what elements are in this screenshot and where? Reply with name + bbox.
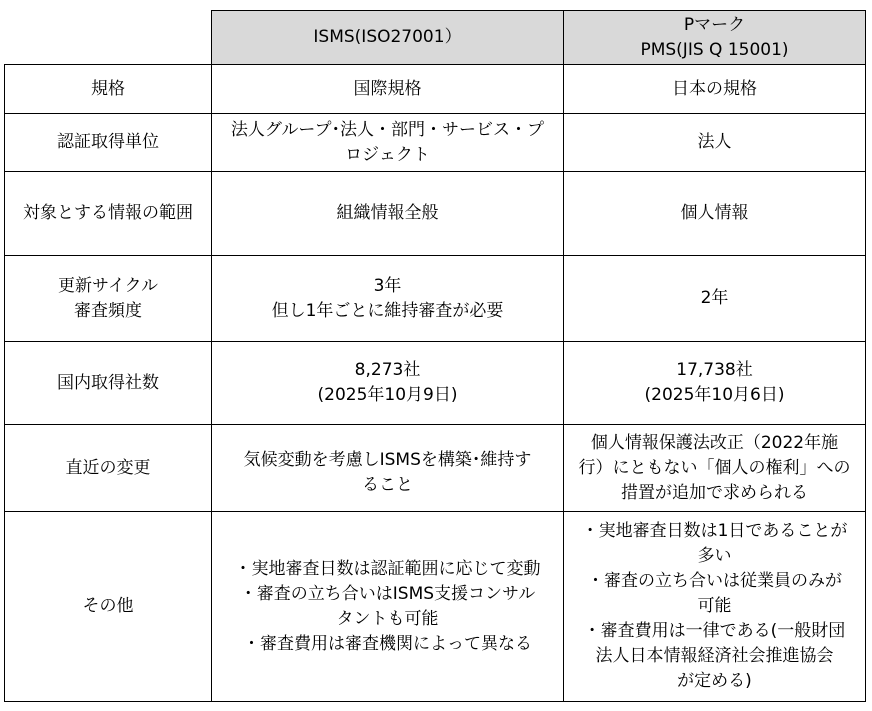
isms-cell-line: ・実地審査日数は認証範囲に応じて変動 — [234, 558, 541, 579]
isms-cell-line: 8,273社 — [354, 360, 421, 380]
pmark-cell: 日本の規格 — [564, 65, 866, 114]
pmark-cell: 法人 — [564, 114, 866, 172]
isms-cell-line: 但し1年ごとに維持審査が必要 — [271, 300, 504, 321]
isms-cell — [212, 342, 564, 425]
header-pmark-line2: PMS(JIS Q 15001) — [640, 39, 789, 60]
pmark-cell-line: 行）にともない「個人の権利」への — [578, 457, 851, 478]
row-label: 国内取得社数 — [5, 342, 212, 425]
isms-cell: 国際規格 — [212, 65, 564, 114]
isms-cell — [212, 512, 564, 702]
pmark-cell-line: ・審査費用は一律である(一般財団 — [583, 621, 846, 641]
isms-cell-line: 法人グループ･法人・部門・サービス・プ — [230, 119, 545, 140]
pmark-cell: 2年 — [564, 256, 866, 342]
row-label: 規格 — [5, 65, 212, 114]
isms-cell — [212, 256, 564, 342]
header-blank-cell — [5, 11, 212, 65]
pmark-cell-line: が定める) — [677, 671, 752, 691]
pmark-cell — [564, 512, 866, 702]
pmark-cell-line: 個人情報保護法改正（2022年施 — [590, 432, 839, 453]
row-label-line: 更新サイクル — [58, 275, 158, 296]
header-isms — [212, 11, 564, 65]
row-label: 対象とする情報の範囲 — [5, 172, 212, 256]
isms-cell-line: ・審査の立ち合いはISMS支援コンサル — [239, 583, 536, 604]
isms-cell-line: (2025年10月9日) — [317, 385, 458, 405]
table-row-cycle — [5, 256, 866, 342]
header-pmark — [564, 11, 866, 65]
header-pmark-line1: Pマーク — [683, 14, 746, 35]
table-row-standard — [5, 65, 866, 114]
isms-cell — [212, 425, 564, 512]
pmark-cell-line: 可能 — [697, 596, 732, 616]
pmark-cell — [564, 425, 866, 512]
table-row-count — [5, 342, 866, 425]
isms-cell-line: ロジェクト — [345, 144, 430, 165]
pmark-cell-line: 措置が追加で求められる — [621, 482, 808, 503]
isms-cell — [212, 114, 564, 172]
row-label: その他 — [5, 512, 212, 702]
header-row — [5, 11, 866, 65]
table-row-unit — [5, 114, 866, 172]
pmark-cell-line: 17,738社 — [676, 360, 753, 380]
isms-cell-line: ・審査費用は審査機関によって異なる — [243, 633, 532, 654]
isms-cell-line: 3年 — [373, 275, 402, 296]
comparison-table — [4, 10, 866, 702]
isms-cell-line: 気候変動を考慮しISMSを構築･維持す — [243, 450, 532, 470]
row-label: 直近の変更 — [5, 425, 212, 512]
table-row-recent-changes — [5, 425, 866, 512]
isms-cell-line: タントも可能 — [336, 608, 439, 629]
row-label-line: 審査頻度 — [74, 300, 142, 321]
pmark-cell-line: ・審査の立ち合いは従業員のみが — [587, 571, 842, 591]
row-label — [5, 256, 212, 342]
row-label: 認証取得単位 — [5, 114, 212, 172]
pmark-cell-line: ・実地審査日数は1日であることが — [581, 521, 848, 541]
pmark-cell — [564, 342, 866, 425]
header-isms-text: ISMS(ISO27001） — [313, 27, 462, 47]
table-row-other — [5, 512, 866, 702]
isms-cell-line: ること — [362, 475, 413, 495]
isms-cell: 組織情報全般 — [212, 172, 564, 256]
pmark-cell-line: (2025年10月6日) — [644, 385, 785, 405]
pmark-cell: 個人情報 — [564, 172, 866, 256]
pmark-cell-line: 多い — [697, 546, 732, 566]
table-row-scope — [5, 172, 866, 256]
pmark-cell-line: 法人日本情報経済社会推進協会 — [595, 646, 834, 666]
